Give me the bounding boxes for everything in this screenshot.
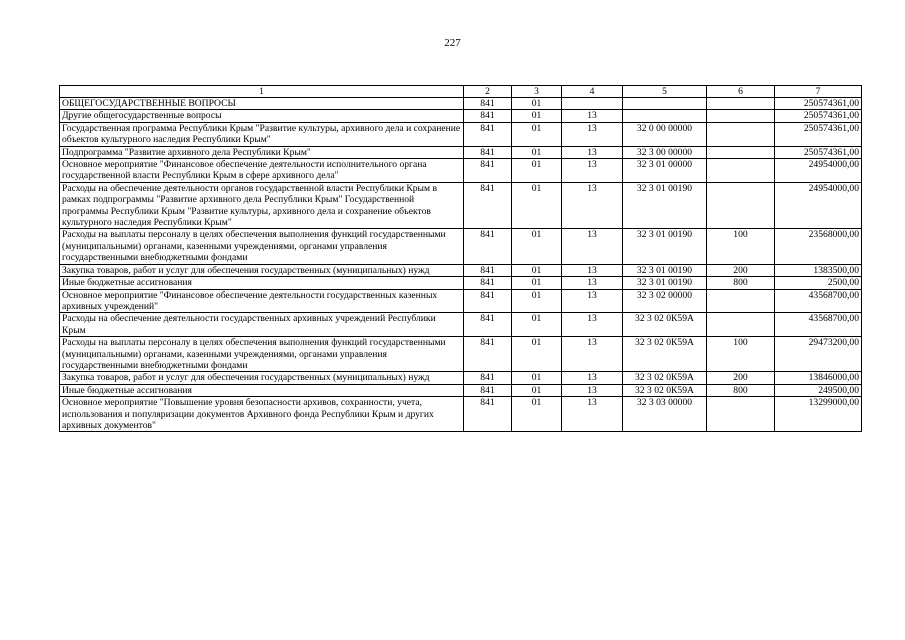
name-cell: Расходы на выплаты персоналу в целях обеспечения выполнения функций государственными (муниципальными) органами, казенными учреждениями, органами управления государственными внебюджетными фондами [60,229,464,264]
table-row [60,98,862,110]
target-article-cell: 32 3 03 00000 [623,397,707,432]
target-article-cell: 32 3 01 00190 [623,264,707,276]
section-cell: 01 [512,289,562,313]
section-cell: 01 [512,277,562,289]
ministry-cell: 841 [464,122,512,146]
section-cell: 01 [512,313,562,337]
expense-type-cell [707,313,775,337]
expense-type-cell: 100 [707,229,775,264]
budget-table [59,85,862,432]
name-cell: Расходы на обеспечение деятельности государственных архивных учреждений Республики Крым [60,313,464,337]
section-cell: 01 [512,372,562,384]
subsection-cell: 13 [562,397,623,432]
subsection-cell: 13 [562,229,623,264]
table-row [60,277,862,289]
ministry-cell: 841 [464,372,512,384]
subsection-cell: 13 [562,337,623,372]
expense-type-cell [707,110,775,122]
table-row [60,146,862,158]
target-article-cell: 32 3 02 0К59А [623,313,707,337]
section-cell: 01 [512,337,562,372]
ministry-cell: 841 [464,229,512,264]
table-row [60,397,862,432]
name-cell: Основное мероприятие "Повышение уровня безопасности архивов, сохранности, учета, использования и популяризации документов Архивного фонда Республики Крым и других архивных документов" [60,397,464,432]
ministry-cell: 841 [464,98,512,110]
expense-type-cell [707,122,775,146]
section-cell: 01 [512,182,562,229]
amount-cell: 24954000,00 [775,182,862,229]
header-row [60,86,862,98]
page-number: 227 [444,37,461,49]
header-cell: 6 [707,86,775,98]
amount-cell: 2500,00 [775,277,862,289]
amount-cell: 250574361,00 [775,122,862,146]
table-body [60,98,862,432]
expense-type-cell [707,289,775,313]
name-cell: Основное мероприятие "Финансовое обеспечение деятельности государственных казенных архивных учреждений" [60,289,464,313]
expense-type-cell: 200 [707,264,775,276]
ministry-cell: 841 [464,277,512,289]
expense-type-cell: 200 [707,372,775,384]
name-cell: Государственная программа Республики Крым "Развитие культуры, архивного дела и сохранение объектов культурного наследия Республики Крым" [60,122,464,146]
amount-cell: 43568700,00 [775,289,862,313]
ministry-cell: 841 [464,337,512,372]
subsection-cell: 13 [562,372,623,384]
subsection-cell [562,98,623,110]
target-article-cell: 32 0 00 00000 [623,122,707,146]
subsection-cell: 13 [562,277,623,289]
ministry-cell: 841 [464,110,512,122]
expense-type-cell [707,182,775,229]
expense-type-cell: 800 [707,277,775,289]
name-cell: Расходы на обеспечение деятельности органов государственной власти Республики Крым в рамках подпрограммы "Развитие архивного дела Республики Крым" Государственной программы Республики Крым "Развитие культуры, архивного дела и сохранение объектов культурного наследия Республики Крым" [60,182,464,229]
name-cell: Иные бюджетные ассигнования [60,384,464,396]
table-row [60,122,862,146]
target-article-cell: 32 3 01 00190 [623,229,707,264]
expense-type-cell [707,98,775,110]
amount-cell: 250574361,00 [775,98,862,110]
section-cell: 01 [512,146,562,158]
amount-cell: 249500,00 [775,384,862,396]
section-cell: 01 [512,397,562,432]
subsection-cell: 13 [562,110,623,122]
table-row [60,264,862,276]
section-cell: 01 [512,384,562,396]
section-cell: 01 [512,122,562,146]
amount-cell: 13846000,00 [775,372,862,384]
table-row [60,337,862,372]
amount-cell: 24954000,00 [775,159,862,183]
expense-type-cell [707,159,775,183]
ministry-cell: 841 [464,146,512,158]
header-cell: 5 [623,86,707,98]
amount-cell: 250574361,00 [775,146,862,158]
expense-type-cell: 800 [707,384,775,396]
section-cell: 01 [512,98,562,110]
amount-cell: 250574361,00 [775,110,862,122]
ministry-cell: 841 [464,384,512,396]
header-cell: 2 [464,86,512,98]
ministry-cell: 841 [464,313,512,337]
section-cell: 01 [512,110,562,122]
target-article-cell: 32 3 02 00000 [623,289,707,313]
section-cell: 01 [512,159,562,183]
subsection-cell: 13 [562,159,623,183]
table-row [60,159,862,183]
name-cell: Иные бюджетные ассигнования [60,277,464,289]
amount-cell: 43568700,00 [775,313,862,337]
amount-cell: 29473200,00 [775,337,862,372]
name-cell: Подпрограмма "Развитие архивного дела Республики Крым" [60,146,464,158]
header-cell: 4 [562,86,623,98]
expense-type-cell [707,146,775,158]
target-article-cell [623,110,707,122]
subsection-cell: 13 [562,182,623,229]
name-cell: Закупка товаров, работ и услуг для обеспечения государственных (муниципальных) нужд [60,372,464,384]
table-row [60,313,862,337]
name-cell: Расходы на выплаты персоналу в целях обеспечения выполнения функций государственными (муниципальными) органами, казенными учреждениями, органами управления государственными внебюджетными фондами [60,337,464,372]
table-row [60,289,862,313]
target-article-cell: 32 3 02 0К59А [623,384,707,396]
amount-cell: 13299000,00 [775,397,862,432]
table-row [60,372,862,384]
header-cell: 3 [512,86,562,98]
table-row [60,110,862,122]
ministry-cell: 841 [464,159,512,183]
amount-cell: 1383500,00 [775,264,862,276]
target-article-cell: 32 3 01 00190 [623,277,707,289]
expense-type-cell: 100 [707,337,775,372]
target-article-cell: 32 3 02 0К59А [623,337,707,372]
ministry-cell: 841 [464,182,512,229]
table-row [60,182,862,229]
target-article-cell: 32 3 00 00000 [623,146,707,158]
name-cell: Закупка товаров, работ и услуг для обеспечения государственных (муниципальных) нужд [60,264,464,276]
ministry-cell: 841 [464,397,512,432]
expense-type-cell [707,397,775,432]
table-row [60,384,862,396]
target-article-cell: 32 3 02 0К59А [623,372,707,384]
ministry-cell: 841 [464,289,512,313]
name-cell: Другие общегосударственные вопросы [60,110,464,122]
target-article-cell: 32 3 01 00000 [623,159,707,183]
header-cell: 7 [775,86,862,98]
subsection-cell: 13 [562,289,623,313]
section-cell: 01 [512,229,562,264]
name-cell: Основное мероприятие "Финансовое обеспечение деятельности исполнительного органа государственной власти Республики Крым в сфере архивного дела" [60,159,464,183]
target-article-cell [623,98,707,110]
name-cell: ОБЩЕГОСУДАРСТВЕННЫЕ ВОПРОСЫ [60,98,464,110]
subsection-cell: 13 [562,122,623,146]
section-cell: 01 [512,264,562,276]
table-row [60,229,862,264]
subsection-cell: 13 [562,264,623,276]
target-article-cell: 32 3 01 00190 [623,182,707,229]
subsection-cell: 13 [562,313,623,337]
subsection-cell: 13 [562,384,623,396]
subsection-cell: 13 [562,146,623,158]
ministry-cell: 841 [464,264,512,276]
header-cell: 1 [60,86,464,98]
amount-cell: 23568000,00 [775,229,862,264]
